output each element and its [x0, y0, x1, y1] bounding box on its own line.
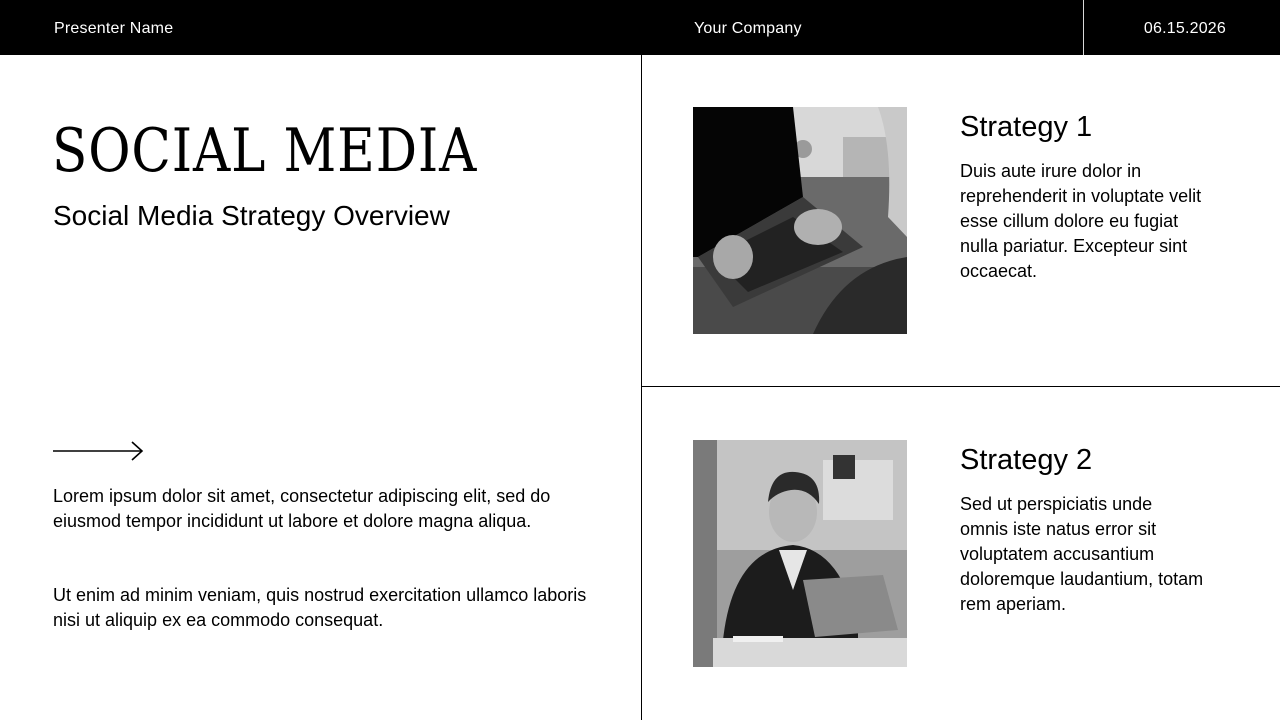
company-name: Your Company [694, 20, 802, 37]
page-subtitle: Social Media Strategy Overview [53, 200, 450, 231]
top-bar-divider [1083, 0, 1084, 55]
body-paragraph: Ut enim ad minim veniam, quis nostrud exercitation ullamco laboris nisi ut aliquip ex ea commodo consequat. [53, 585, 587, 630]
strategy-title: Strategy 2 [960, 444, 1093, 476]
vertical-divider [641, 0, 642, 720]
man-at-laptop-photo [693, 440, 907, 667]
strategy-description: Sed ut perspiciatis unde omnis iste natus error sit voluptatem accusantium doloremque laudantium, totam rem aperiam. [960, 494, 1204, 614]
presentation-date: 06.15.2026 [1143, 20, 1226, 37]
top-bar [0, 0, 1280, 55]
strategy-description: Duis aute irure dolor in reprehenderit in voluptate velit esse cillum dolore eu fugiat nulla pariatur. Excepteur sint occaecat. [960, 161, 1202, 281]
strategy-title: Strategy 1 [960, 111, 1093, 143]
horizontal-divider [641, 386, 1280, 387]
presenter-name: Presenter Name [54, 20, 174, 37]
laptop-typing-photo [693, 107, 907, 334]
page-title: SOCIAL MEDIA [52, 116, 478, 186]
body-paragraph: Lorem ipsum dolor sit amet, consectetur adipiscing elit, sed do eiusmod tempor incididunt ut labore et dolore magna aliqua. [53, 486, 551, 531]
arrow-right-icon [53, 440, 145, 462]
